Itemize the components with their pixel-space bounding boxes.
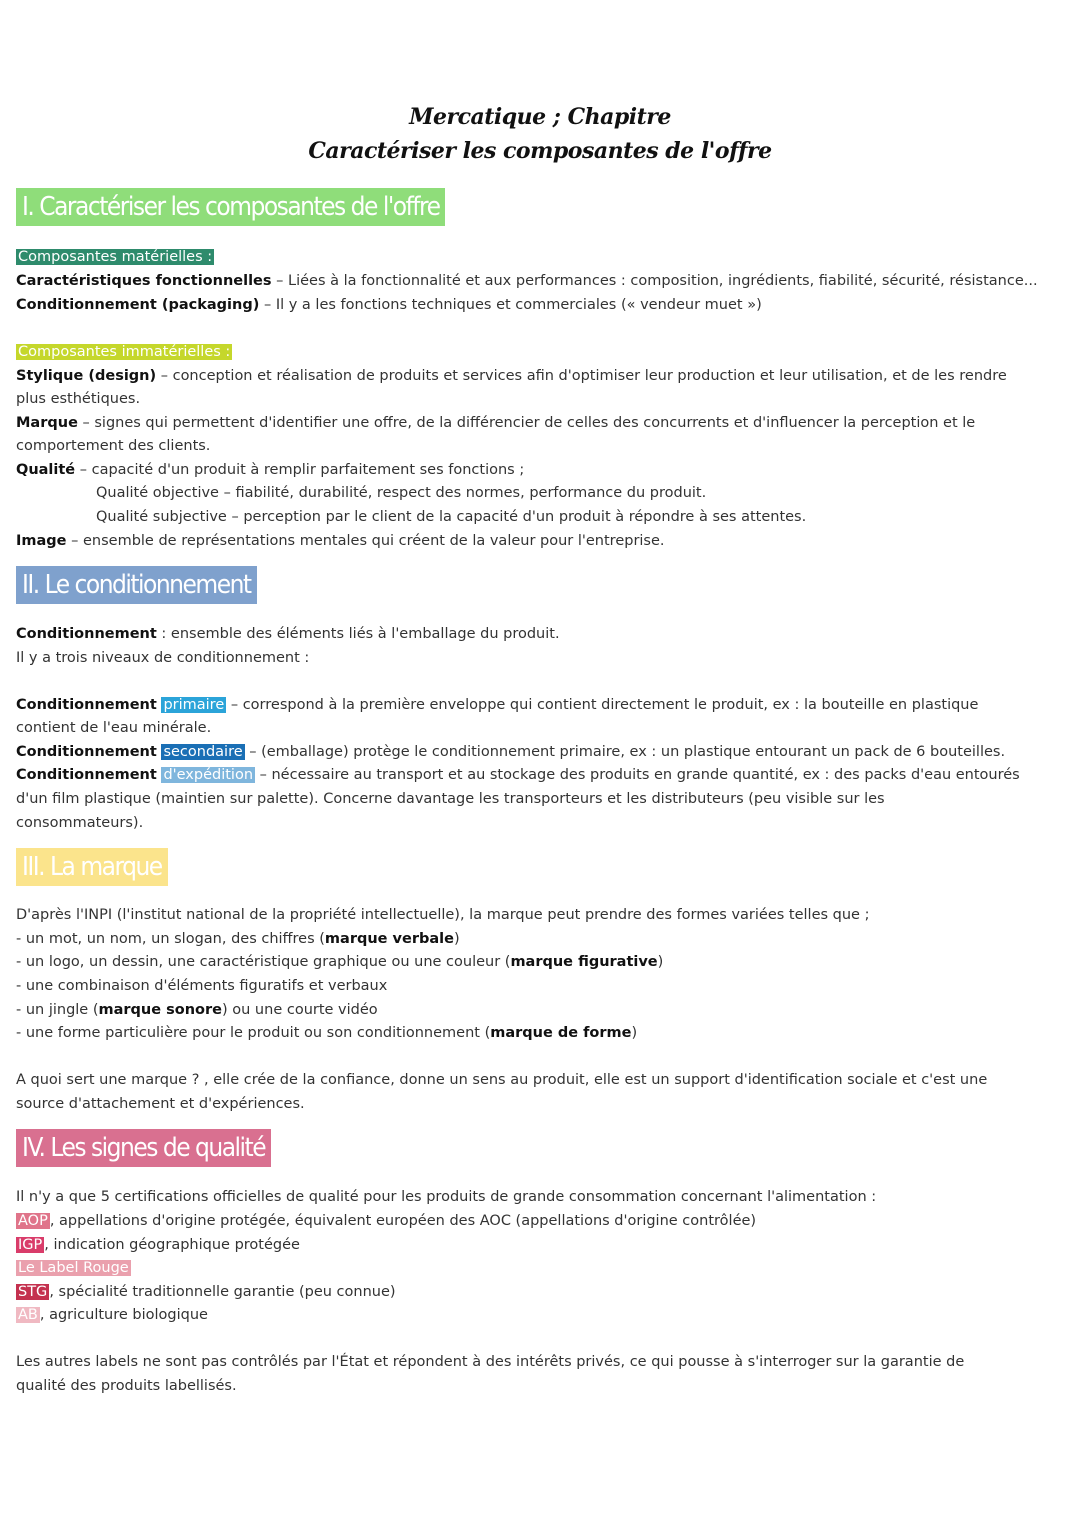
secondaire-line — [16, 743, 1005, 761]
label-rouge-line — [16, 1259, 131, 1277]
tag-expedition: d'expédition — [163, 767, 254, 783]
aop-line — [16, 1212, 756, 1230]
bullet-forme-term: marque de forme — [490, 1025, 632, 1041]
cond-def-text: : ensemble des éléments liés à l'emballage du produit. — [156, 626, 560, 642]
bullet-forme — [16, 1024, 637, 1042]
section-1-heading: I. Caractériser les composantes de l'offre — [16, 188, 445, 226]
stylique-line-2: plus esthétiques. — [16, 391, 141, 407]
aop-text: , appellations d'origine protégée, équivalent européen des AOC (appellations d'origine contrôlée) — [49, 1213, 757, 1229]
tag-ab: AB — [18, 1307, 38, 1323]
tag-stg: STG — [18, 1284, 48, 1300]
marque-line-2: comportement des clients. — [16, 438, 211, 454]
marque-line — [16, 414, 975, 432]
tag-materielles-line — [16, 248, 214, 266]
image-text: – ensemble de représentations mentales qui créent de la valeur pour l'entreprise. — [66, 533, 665, 549]
section-4-heading: IV. Les signes de qualité — [16, 1129, 271, 1167]
ab-line — [16, 1306, 208, 1324]
stg-text: , spécialité traditionnelle garantie (peu connue) — [49, 1284, 396, 1300]
bullet-figurative-text: - un logo, un dessin, une caractéristique graphique ou une couleur ( — [16, 954, 511, 970]
niveaux-line: Il y a trois niveaux de conditionnement : — [16, 650, 310, 666]
section-2-heading: II. Le conditionnement — [16, 566, 257, 604]
igp-text: , indication géographique protégée — [44, 1237, 300, 1253]
primaire-line — [16, 696, 978, 714]
inpi-intro: D'après l'INPI (l'institut national de la propriété intellectuelle), la marque peut prendre des formes variées telles que ; — [16, 907, 870, 923]
primaire-text: – correspond à la première enveloppe qui contient directement le produit, ex : la bouteille en plastique — [226, 697, 979, 713]
tag-secondaire: secondaire — [163, 744, 243, 760]
bullet-sonore — [16, 1001, 378, 1019]
outro-line-1: Les autres labels ne sont pas contrôlés par l'État et répondent à des intérêts privés, ce qui pousse à s'interroger sur la garantie de — [16, 1354, 965, 1370]
bullet-figurative-term: marque figurative — [510, 954, 658, 970]
bullet-sonore-text: - un jingle ( — [16, 1002, 99, 1018]
ab-text: , agriculture biologique — [39, 1307, 208, 1323]
cond-def-line — [16, 625, 560, 643]
bullet-verbale — [16, 930, 460, 948]
qualite-objective: Qualité objective – fiabilité, durabilité, respect des normes, performance du produit. — [96, 485, 707, 501]
image-line — [16, 532, 665, 550]
bullet-figurative-close: ) — [657, 954, 664, 970]
cf-line — [16, 272, 1038, 290]
bullet-forme-text: - une forme particulière pour le produit ou son conditionnement ( — [16, 1025, 491, 1041]
stylique-term: Stylique (design) — [16, 368, 157, 384]
bullet-verbale-term: marque verbale — [324, 931, 454, 947]
cond-def-term: Conditionnement — [16, 626, 157, 642]
doc-title-line1: Mercatique ; Chapitre — [409, 104, 671, 130]
bullet-verbale-close: ) — [453, 931, 460, 947]
cond-text: – Il y a les fonctions techniques et commerciales (« vendeur muet ») — [259, 297, 762, 313]
marque-use-line-1: A quoi sert une marque ? , elle crée de la confiance, donne un sens au produit, elle est un support d'identification sociale et c'est une — [16, 1072, 988, 1088]
stylique-text: – conception et réalisation de produits et services afin d'optimiser leur production et leur utilisation, et de les rendre — [156, 368, 1007, 384]
bullet-sonore-tail: ) ou une courte vidéo — [222, 1002, 378, 1018]
secondaire-text: – (emballage) protège le conditionnement primaire, ex : un plastique entourant un pack de 6 bouteilles. — [244, 744, 1006, 760]
bullet-sonore-term: marque sonore — [98, 1002, 222, 1018]
cond-line — [16, 296, 762, 314]
primaire-term: Conditionnement — [16, 697, 157, 713]
qualite-text: – capacité d'un produit à remplir parfaitement ses fonctions ; — [75, 462, 525, 478]
secondaire-term: Conditionnement — [16, 744, 157, 760]
expedition-line-3: consommateurs). — [16, 815, 144, 831]
tag-immaterielles: Composantes immatérielles : — [18, 344, 231, 360]
expedition-text: – nécessaire au transport et au stockage des produits en grande quantité, ex : des packs d'eau entourés — [255, 767, 1020, 783]
marque-use-line-2: source d'attachement et d'expériences. — [16, 1096, 305, 1112]
expedition-line — [16, 766, 1020, 784]
tag-materielles: Composantes matérielles : — [18, 249, 213, 265]
bullet-verbale-text: - un mot, un nom, un slogan, des chiffres ( — [16, 931, 325, 947]
tag-label-rouge: Le Label Rouge — [18, 1260, 129, 1276]
primaire-line-2: contient de l'eau minérale. — [16, 720, 212, 736]
stylique-line — [16, 367, 1007, 385]
marque-text: – signes qui permettent d'identifier une offre, de la différencier de celles des concurrents et d'influencer la perception et le — [77, 415, 976, 431]
expedition-line-2: d'un film plastique (maintien sur palette). Concerne davantage les transporteurs et les distributeurs (peu visible sur les — [16, 791, 885, 807]
certif-intro: Il n'y a que 5 certifications officielles de qualité pour les produits de grande consommation concernant l'alimentation : — [16, 1189, 877, 1205]
tag-igp: IGP — [18, 1237, 43, 1253]
marque-term: Marque — [16, 415, 78, 431]
bullet-forme-close: ) — [631, 1025, 638, 1041]
cf-text: – Liées à la fonctionnalité et aux performances : composition, ingrédients, fiabilité, sécurité, résistance... — [271, 273, 1038, 289]
image-term: Image — [16, 533, 67, 549]
outro-line-2: qualité des produits labellisés. — [16, 1378, 237, 1394]
qualite-line — [16, 461, 524, 479]
section-3-heading: III. La marque — [16, 848, 168, 886]
tag-immaterielles-line — [16, 343, 232, 361]
bullet-figurative — [16, 953, 663, 971]
bullet-combinaison: - une combinaison d'éléments figuratifs et verbaux — [16, 978, 388, 994]
tag-aop: AOP — [18, 1213, 48, 1229]
cf-term: Caractéristiques fonctionnelles — [16, 273, 272, 289]
doc-title-line2: Caractériser les composantes de l'offre — [308, 138, 772, 164]
tag-primaire: primaire — [163, 697, 225, 713]
qualite-term: Qualité — [16, 462, 76, 478]
expedition-term: Conditionnement — [16, 767, 157, 783]
qualite-subjective: Qualité subjective – perception par le client de la capacité d'un produit à répondre à ses attentes. — [96, 509, 807, 525]
cond-term: Conditionnement (packaging) — [16, 297, 260, 313]
stg-line — [16, 1283, 396, 1301]
igp-line — [16, 1236, 300, 1254]
